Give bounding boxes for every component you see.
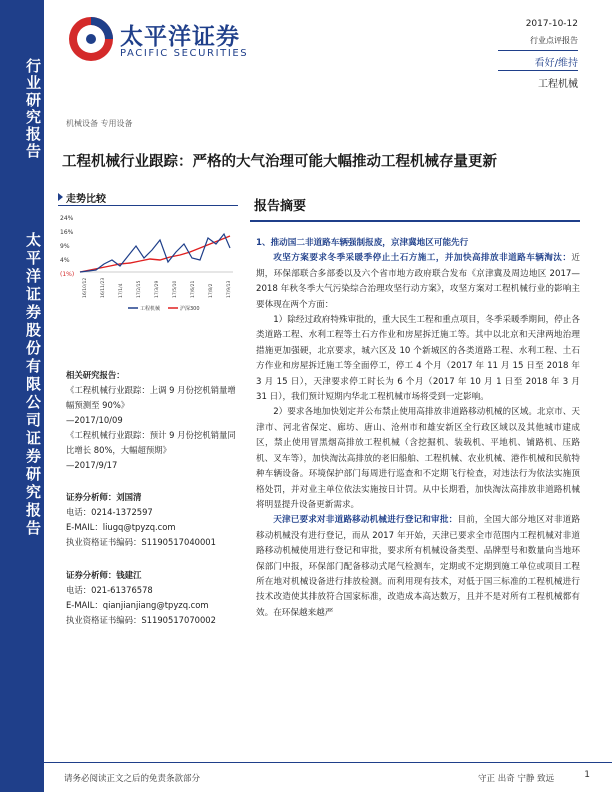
summary-body <box>256 236 580 621</box>
report-date: 2017-10-12 <box>525 19 578 29</box>
trend-chart <box>58 208 238 318</box>
analyst-name: 钱建江 <box>116 570 142 580</box>
footer-disclaimer[interactable]: 请务必阅读正文之后的免责条款部分 <box>64 774 201 784</box>
svg-text:17/2/15: 17/2/15 <box>137 280 142 298</box>
report-summary-divider <box>250 220 580 222</box>
related-reports-heading: 相关研究报告： <box>66 370 125 380</box>
analyst-license: 执业资格证书编码：S1190517040001 <box>66 537 216 547</box>
breadcrumb: 机械设备 专用设备 <box>66 119 133 128</box>
analyst-email[interactable]: E-MAIL：liugq@tpyzq.com <box>66 522 176 532</box>
brand-name-en: PACIFIC SECURITIES <box>120 48 249 59</box>
related-report-2-date: —2017/9/17 <box>66 460 118 470</box>
chart-divider <box>58 205 238 206</box>
svg-text:17/6/21: 17/6/21 <box>191 280 196 298</box>
header-divider <box>498 50 578 51</box>
report-summary-heading: 报告摘要 <box>254 199 307 214</box>
rating: 看好/维持 <box>534 58 578 69</box>
svg-text:17/5/10: 17/5/10 <box>173 280 178 298</box>
analyst-2 <box>66 568 236 628</box>
page-title: 工程机械行业跟踪：严格的大气治理可能大幅推动工程机械存量更新 <box>62 154 497 170</box>
svg-text:17/9/13: 17/9/13 <box>227 280 232 298</box>
header-divider <box>498 70 578 71</box>
bullet-triangle-icon <box>58 193 63 201</box>
analyst-phone: 电话：0214-1372597 <box>66 507 153 517</box>
analyst-phone: 电话：021-61376578 <box>66 585 153 595</box>
related-report-1[interactable]: 《工程机械行业跟踪：上调 9 月份挖机销量增幅预测至 90%》 <box>66 385 236 410</box>
analyst-email[interactable]: E-MAIL：qianjianjiang@tpyzq.com <box>66 600 209 610</box>
svg-text:24%: 24% <box>60 215 74 222</box>
paragraph-3: 2）要求各地加快划定并公布禁止使用高排放非道路移动机械的区域。北京市、天津市、河北省保定、廊坊、唐山、沧州市和雄安新区全行政区域以及其他城市建成区，禁止使用冒黑烟高排放工程机械（含挖掘机、装载机、平地机、铺路机、压路机、叉车等），加快淘汰高排放的老旧船舶、工程机械、农业机械、港作机械和民航特种车辆设备。环境保护部门每周进行巡查和不定期飞行检查，对违法行为依法实施顶格处罚，并对业主单位依法实施按日计罚。从中长期看，加快淘汰高排放非道路机械将明显提升设备更新需求。 <box>256 407 580 510</box>
footer-motto: 守正 出奇 宁静 致远 <box>478 774 555 784</box>
svg-text:16/11/23: 16/11/23 <box>101 277 106 298</box>
svg-text:17/3/29: 17/3/29 <box>155 280 160 298</box>
report-type: 行业点评报告 <box>530 36 578 45</box>
svg-text:沪深300: 沪深300 <box>180 306 200 312</box>
svg-text:9%: 9% <box>60 243 70 250</box>
analyst-license: 执业资格证书编码：S1190517070002 <box>66 615 216 625</box>
analyst-1 <box>66 490 236 550</box>
industry: 工程机械 <box>538 79 578 90</box>
svg-text:17/1/4: 17/1/4 <box>119 283 124 298</box>
page-number: 1 <box>584 770 590 780</box>
sidebar-top-label: 行业研究报告 <box>24 58 42 160</box>
related-reports <box>66 368 236 473</box>
related-report-2[interactable]: 《工程机械行业跟踪：预计 9 月份挖机销量同比增长 80%，大幅超预期》 <box>66 430 236 455</box>
svg-text:4%: 4% <box>60 257 70 264</box>
paragraph-1: 攻坚方案要求冬季采暖季停止土石方施工，并加快高排放非道路车辆淘汰：近期，环保部联合多部委以及六个省市地方政府联合发布《京津冀及周边地区 2017—2018 年秋冬季大气污染综合治理攻坚行动方案》，攻坚方案对工程机械行业的影响主要体现在两个方面： <box>256 253 580 310</box>
paragraph-4: 天津已要求对非道路移动机械进行登记和审批：目前，全国大部分地区对非道路移动机械没有进行登记，而从 2017 年开始，天津已要求全市范围内工程机械对非道路移动机械使用进行登记和审批，要求所有机械设备类型、品牌型号和数量向当地环保部门申报，环保部门配备移动式尾气检测车，定期或不定期到施工单位或项目工程所在地对机械设备进行排放检测。而利用现有技术，对低于国三标准的工程机械进行技术改造使其排放符合国家标准，改造成本高达数万，且并不是对所有工程机械都有效。在环保越来越严 <box>256 515 580 618</box>
footer-divider <box>44 762 612 763</box>
chart-label: 走势比较 <box>66 194 106 205</box>
analyst-name: 刘国清 <box>116 492 142 502</box>
analyst-role: 证券分析师： <box>66 492 117 502</box>
brand-name-cn: 太平洋证券 <box>120 24 240 50</box>
svg-text:工程机械: 工程机械 <box>140 306 161 312</box>
svg-text:16/10/12: 16/10/12 <box>83 277 88 298</box>
chart-svg <box>58 208 238 318</box>
svg-text:16%: 16% <box>60 229 74 236</box>
section-1-title: 1、推动国二非道路车辆强制报废，京津冀地区可能先行 <box>256 238 469 248</box>
analyst-role: 证券分析师： <box>66 570 117 580</box>
paragraph-2: 1）除经过政府特殊审批的，重大民生工程和重点项目，冬季采暖季期间，停止各类道路工程、水利工程等土石方作业和房屋拆迁施工等。其中以北京和天津两地治理措施更加强硬，北京要求，城六区及 10 个新城区的各类道路工程、水利工程、土石方作业和房屋拆迁施工等全面停工，停工 4 个月（2017 年 11 月 15 日至 2018 年 3 月 15 日），天津要求停工时长为 6 个月（2017 年 10 月 1 日至 2018 年 3 月 31 日），我们预计短期内华北工程机械市场将受到一定影响。 <box>256 315 580 403</box>
related-report-1-date: —2017/10/09 <box>66 415 123 425</box>
pacific-logo-icon <box>66 14 116 64</box>
sidebar-bottom-label: 太平洋证券股份有限公司证券研究报告 <box>24 232 42 538</box>
svg-text:17/8/2: 17/8/2 <box>209 283 214 298</box>
svg-text:(1%): (1%) <box>60 271 75 278</box>
